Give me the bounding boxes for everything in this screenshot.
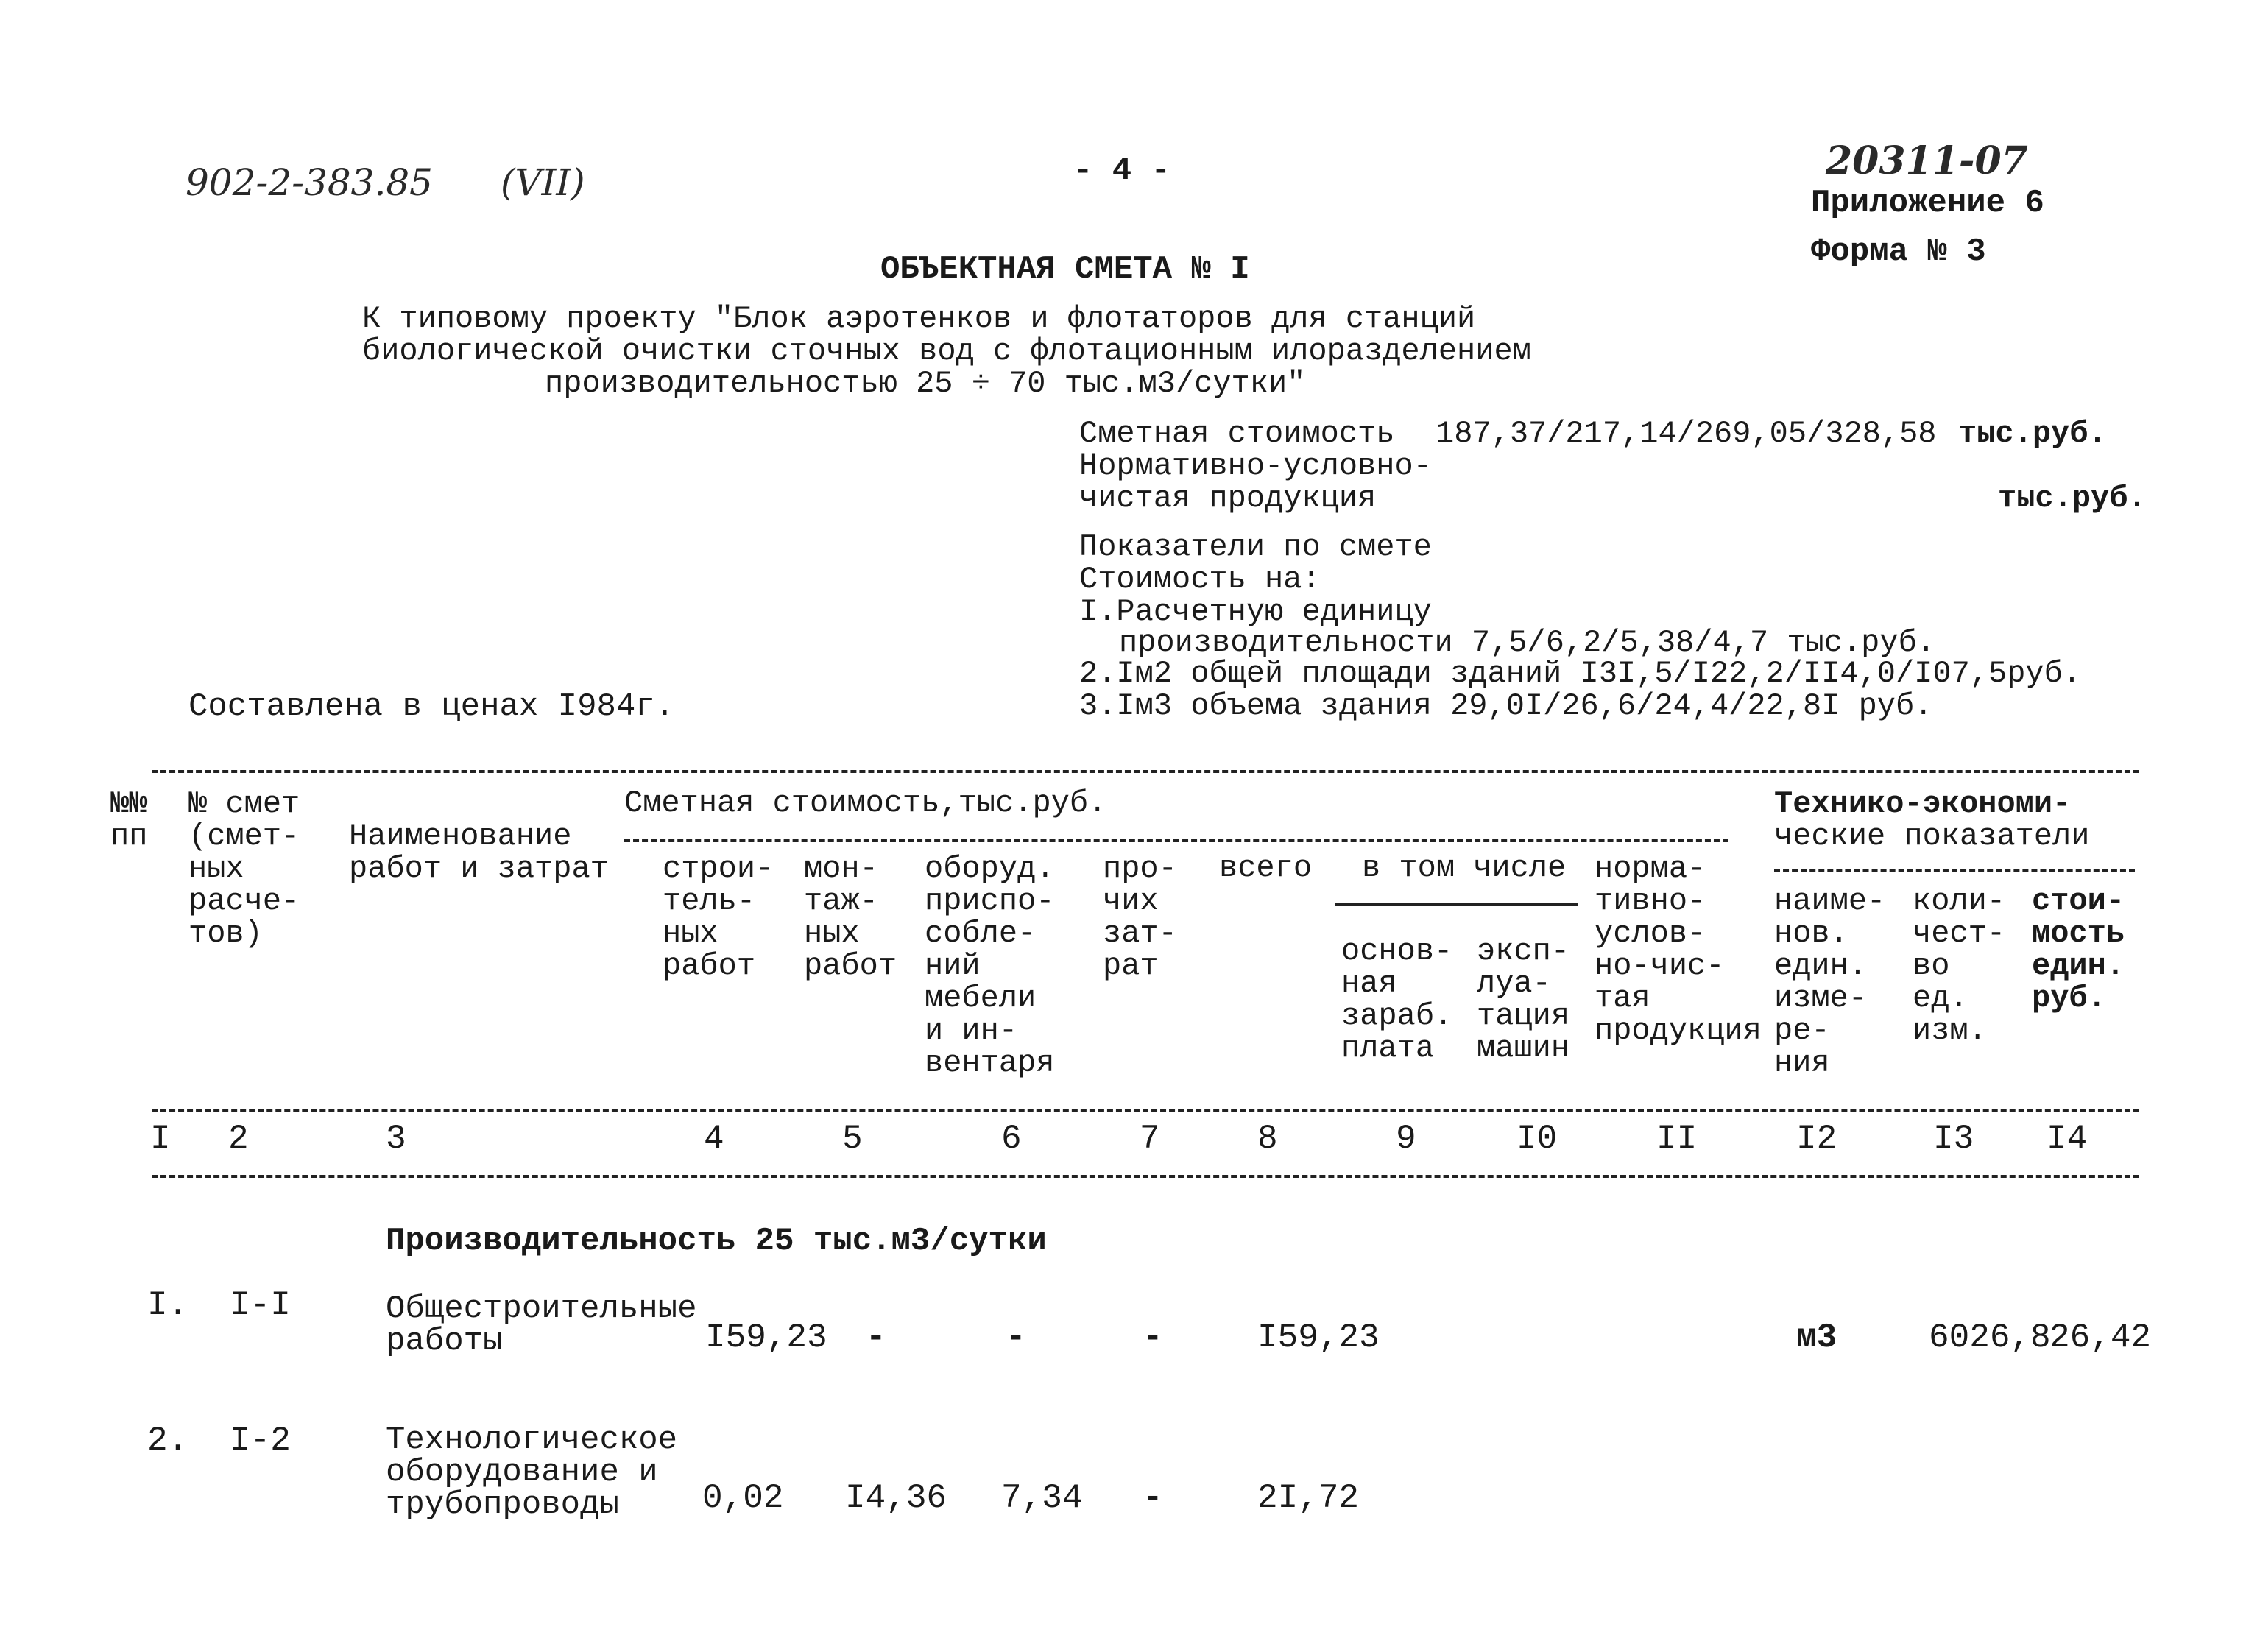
incl-group-header: в том числе (1362, 850, 1567, 886)
header-bottom-rule (152, 1109, 2139, 1112)
normative-unit: тыс.руб. (1998, 481, 2147, 516)
row-2-number: 2. (147, 1422, 188, 1460)
normative-line-2: чистая продукция (1079, 481, 1377, 516)
column-number: 5 (842, 1120, 863, 1158)
row-2-installation: I4,36 (845, 1479, 947, 1517)
project-line-3: производительностью 25 ÷ 70 тыс.м3/сутки" (545, 366, 1306, 401)
row-1-other: - (1143, 1319, 1163, 1357)
col-header-machine-operation: эксп- луа- тация машин (1477, 933, 1570, 1066)
cost-group-rule (624, 839, 1728, 842)
row-2-other: - (1143, 1479, 1163, 1517)
col-header-salary: основ- ная зараб. плата (1341, 933, 1453, 1066)
appendix-label: Приложение 6 (1811, 185, 2044, 222)
normative-line-1: Нормативно-условно- (1079, 448, 1432, 484)
indicator-3: 3.Iм3 объема здания 29,0I/26,6/24,4/22,8I руб. (1079, 688, 1933, 724)
page-title: ОБЪЕКТНАЯ СМЕТА № I (880, 251, 1250, 288)
cost-label: Сметная стоимость (1079, 416, 1395, 451)
column-number: 4 (704, 1120, 724, 1158)
row-1-installation: - (866, 1319, 886, 1357)
col-header-net-production: норма- тивно- услов- но-чис- тая продукция (1595, 851, 1762, 1048)
page-number: - 4 - (1073, 152, 1171, 189)
row-1-unit-cost: 26,42 (2049, 1319, 2152, 1357)
table-top-rule (152, 770, 2139, 773)
section-title: Производительность 25 тыс.м3/сутки (386, 1223, 1047, 1260)
row-1-estimate: I-I (230, 1286, 291, 1324)
row-1-total: I59,23 (1257, 1319, 1380, 1357)
indicator-1-line-2: производительности 7,5/6,2/5,38/4,7 тыс.руб. (1119, 625, 1935, 660)
column-number: 9 (1396, 1120, 1416, 1158)
row-2-construction: 0,02 (702, 1479, 784, 1517)
document-code: 902-2-383.85 (186, 161, 433, 204)
column-number: I (150, 1120, 171, 1158)
col-header-equipment: оборуд. приспо- собле- ний мебели и ин- вентаря (925, 851, 1055, 1081)
col-header-row-number: №№ пп (110, 786, 148, 854)
col-header-other: про- чих зат- рат (1103, 851, 1177, 984)
row-1-quantity: 6026,8 (1929, 1319, 2051, 1357)
cost-values: 187,37/217,14/269,05/328,58 (1436, 416, 1937, 451)
row-2-equipment: 7,34 (1001, 1479, 1083, 1517)
row-2-estimate: I-2 (230, 1422, 291, 1460)
cost-unit: тыс.руб. (1958, 416, 2107, 451)
row-1-unit: м3 (1796, 1319, 1837, 1357)
column-number: 8 (1257, 1120, 1278, 1158)
indicator-1-line-1: I.Расчетную единицу (1079, 594, 1432, 629)
column-number: 3 (386, 1120, 406, 1158)
row-1-equipment: - (1006, 1319, 1026, 1357)
col-header-name: Наименование работ и затрат (349, 819, 609, 886)
cost-on-label: Стоимость на: (1079, 562, 1321, 597)
prices-note: Составлена в ценах I984г. (188, 688, 675, 725)
column-number: I3 (1933, 1120, 1974, 1158)
column-number: 6 (1001, 1120, 1022, 1158)
col-header-construction: строи- тель- ных работ (663, 851, 774, 984)
column-number: I2 (1796, 1120, 1837, 1158)
column-number: I4 (2047, 1120, 2088, 1158)
form-label: Форма № 3 (1811, 233, 1986, 270)
col-header-total: всего (1219, 850, 1313, 886)
col-header-unit-cost: стои- мость един. руб. (2032, 883, 2125, 1016)
col-header-quantity: коли- чест- во ед. изм. (1913, 883, 2006, 1048)
row-1-number: I. (147, 1286, 188, 1324)
project-line-2: биологической очистки сточных вод с флотационным илоразделением (362, 333, 1531, 369)
col-header-estimate-number: № смет (смет- ных расче- тов) (188, 786, 300, 951)
row-2-name: Технологическое оборудование и трубопроводы (386, 1422, 678, 1523)
column-number: II (1656, 1120, 1698, 1158)
col-header-installation: мон- таж- ных работ (804, 851, 897, 984)
tech-group-rule (1774, 869, 2135, 872)
column-number: I0 (1516, 1120, 1558, 1158)
column-number: 2 (228, 1120, 249, 1158)
incl-group-rule (1335, 903, 1578, 906)
cost-group-header: Сметная стоимость,тыс.руб. (624, 786, 1107, 821)
column-numbers-rule (152, 1175, 2139, 1178)
document-part: (VII) (501, 161, 585, 204)
indicators-title: Показатели по смете (1079, 529, 1432, 565)
row-1-name: Общестроительные работы (386, 1291, 697, 1360)
column-number: 7 (1140, 1120, 1160, 1158)
tech-group-header: Технико-экономи- ческие показатели (1774, 786, 2090, 854)
handwritten-code: 20311-07 (1826, 138, 2028, 183)
indicator-2: 2.Iм2 общей площади зданий I3I,5/I22,2/II4,0/I07,5руб. (1079, 656, 2082, 691)
row-2-total: 2I,72 (1257, 1479, 1360, 1517)
col-header-unit: наиме- нов. един. изме- ре- ния (1774, 883, 1886, 1081)
project-line-1: К типовому проекту "Блок аэротенков и флотаторов для станций (362, 301, 1476, 336)
row-1-construction: I59,23 (705, 1319, 827, 1357)
